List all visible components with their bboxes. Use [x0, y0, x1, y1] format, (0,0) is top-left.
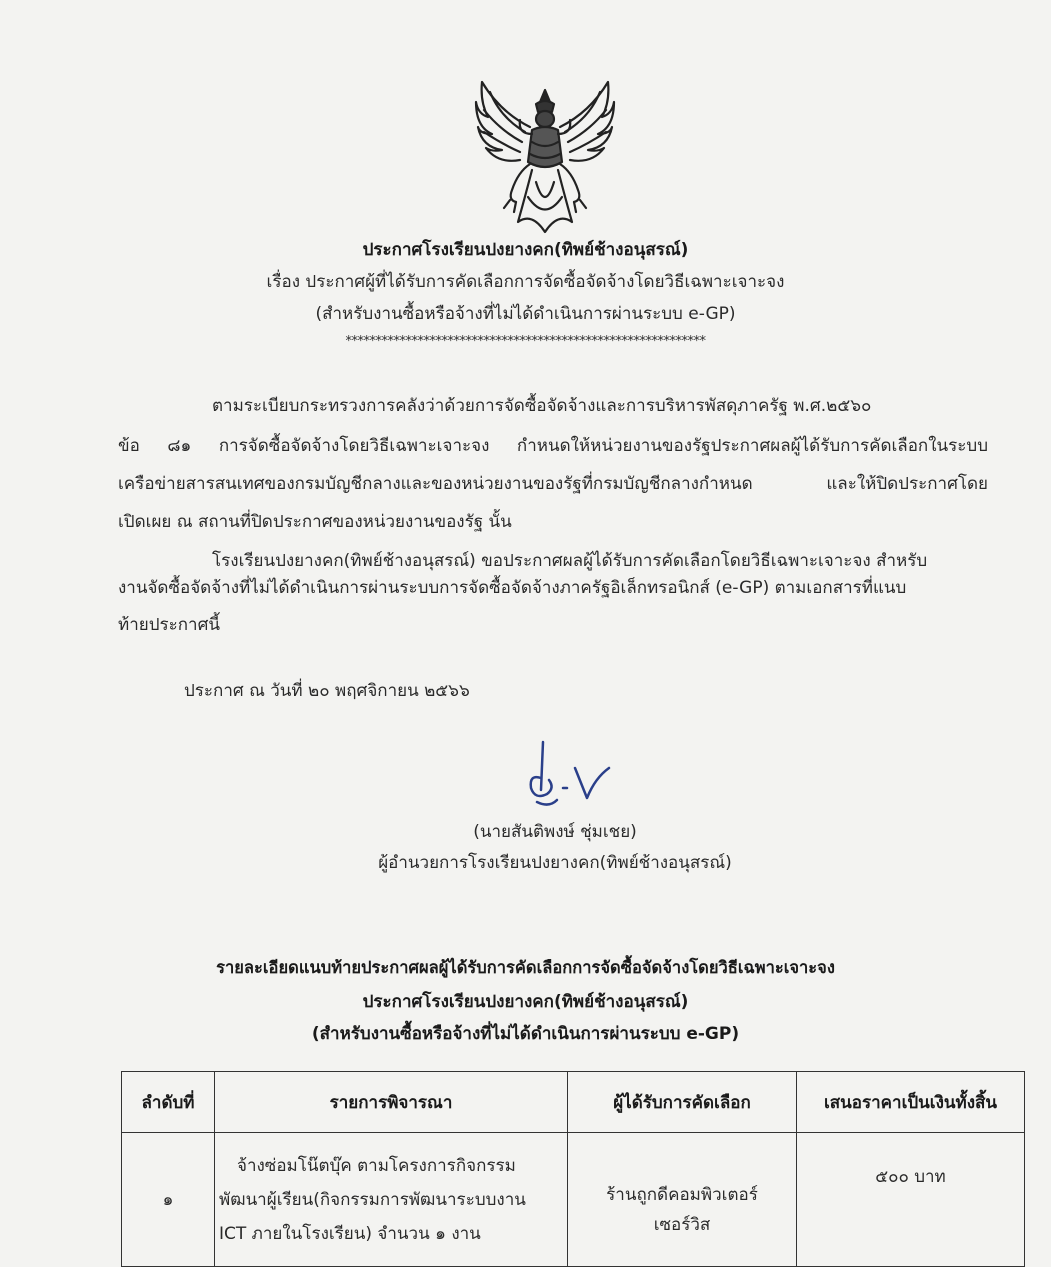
attachment-subtitle: (สำหรับงานซื้อหรือจ้างที่ไม่ได้ดำเนินการผ่านระบบ e-GP): [311, 1024, 740, 1044]
table-header-row: [122, 1072, 1025, 1133]
winner-line: ร้านถูกดีคอมพิวเตอร์: [606, 1184, 758, 1205]
paragraph-2-line-2: งานจัดซื้อจัดจ้างที่ไม่ได้ดำเนินการผ่านระบบการจัดซื้อจัดจ้างภาครัฐอิเล็กทรอนิกส์ (e-GP) ตามเอกสารที่แนบ: [118, 578, 907, 598]
paragraph-1-line-3: เครือข่ายสารสนเทศของกรมบัญชีกลางและของหน่วยงานของรัฐที่กรมบัญชีกลางกำหนด และให้ปิดประกาศโดย: [118, 474, 988, 494]
col-header-price: เสนอราคาเป็นเงินทั้งสิ้น: [797, 1072, 1025, 1133]
paragraph-1-line-2: ข้อ ๘๑ การจัดซื้อจัดจ้างโดยวิธีเฉพาะเจาะจง กำหนดให้หน่วยงานของรัฐประกาศผลผู้ได้รับการคัดเลือกในระบบ: [118, 436, 988, 456]
paragraph-1-line-4: เปิดเผย ณ สถานที่ปิดประกาศของหน่วยงานของรัฐ นั้น: [118, 512, 512, 532]
garuda-emblem: [470, 72, 620, 237]
table-row: [122, 1133, 1025, 1267]
cell-winner: [568, 1133, 797, 1267]
cell-price: ๕๐๐ บาท: [797, 1133, 1025, 1267]
handwritten-signature: [525, 738, 615, 813]
announcement-subject: เรื่อง ประกาศผู้ที่ได้รับการคัดเลือกการจัดซื้อจัดจ้างโดยวิธีเฉพาะเจาะจง: [266, 272, 785, 292]
paragraph-1-line-1: ตามระเบียบกระทรวงการคลังว่าด้วยการจัดซื้อจัดจ้างและการบริหารพัสดุภาครัฐ พ.ศ.๒๕๖๐: [212, 396, 872, 416]
item-line: พัฒนาผู้เรียน(กิจกรรมการพัฒนาระบบงาน: [219, 1189, 526, 1210]
item-line: ICT ภายในโรงเรียน) จำนวน ๑ งาน: [219, 1223, 481, 1244]
announcement-subtitle: (สำหรับงานซื้อหรือจ้างที่ไม่ได้ดำเนินการผ่านระบบ e-GP): [315, 304, 736, 324]
attachment-title: รายละเอียดแนบท้ายประกาศผลผู้ได้รับการคัดเลือกการจัดซื้อจัดจ้างโดยวิธีเฉพาะเจาะจง: [216, 958, 835, 977]
col-header-item: รายการพิจารณา: [215, 1072, 568, 1133]
cell-number: ๑: [122, 1133, 215, 1267]
col-header-winner: ผู้ได้รับการคัดเลือก: [568, 1072, 797, 1133]
signer-position: ผู้อำนวยการโรงเรียนปงยางคก(ทิพย์ช้างอนุสรณ์): [378, 853, 732, 873]
paragraph-2-line-3: ท้ายประกาศนี้: [118, 615, 221, 635]
paragraph-2-line-1: โรงเรียนปงยางคก(ทิพย์ช้างอนุสรณ์) ขอประกาศผลผู้ได้รับการคัดเลือกโดยวิธีเฉพาะเจาะจง สำหรับ: [212, 551, 928, 571]
winners-table: [121, 1071, 1025, 1267]
cell-item: [215, 1133, 568, 1267]
announcement-date: ประกาศ ณ วันที่ ๒๐ พฤศจิกายน ๒๕๖๖: [184, 681, 470, 701]
col-header-number: ลำดับที่: [122, 1072, 215, 1133]
attachment-school: ประกาศโรงเรียนปงยางคก(ทิพย์ช้างอนุสรณ์): [362, 992, 689, 1012]
announcement-title: ประกาศโรงเรียนปงยางคก(ทิพย์ช้างอนุสรณ์): [362, 240, 689, 260]
item-line: จ้างซ่อมโน๊ตบุ๊ค ตามโครงการกิจกรรม: [237, 1155, 516, 1176]
divider: ************************************************************: [345, 334, 706, 349]
signer-name: (นายสันติพงษ์ ชุ่มเชย): [473, 822, 637, 842]
winner-line: เซอร์วิส: [653, 1214, 711, 1235]
